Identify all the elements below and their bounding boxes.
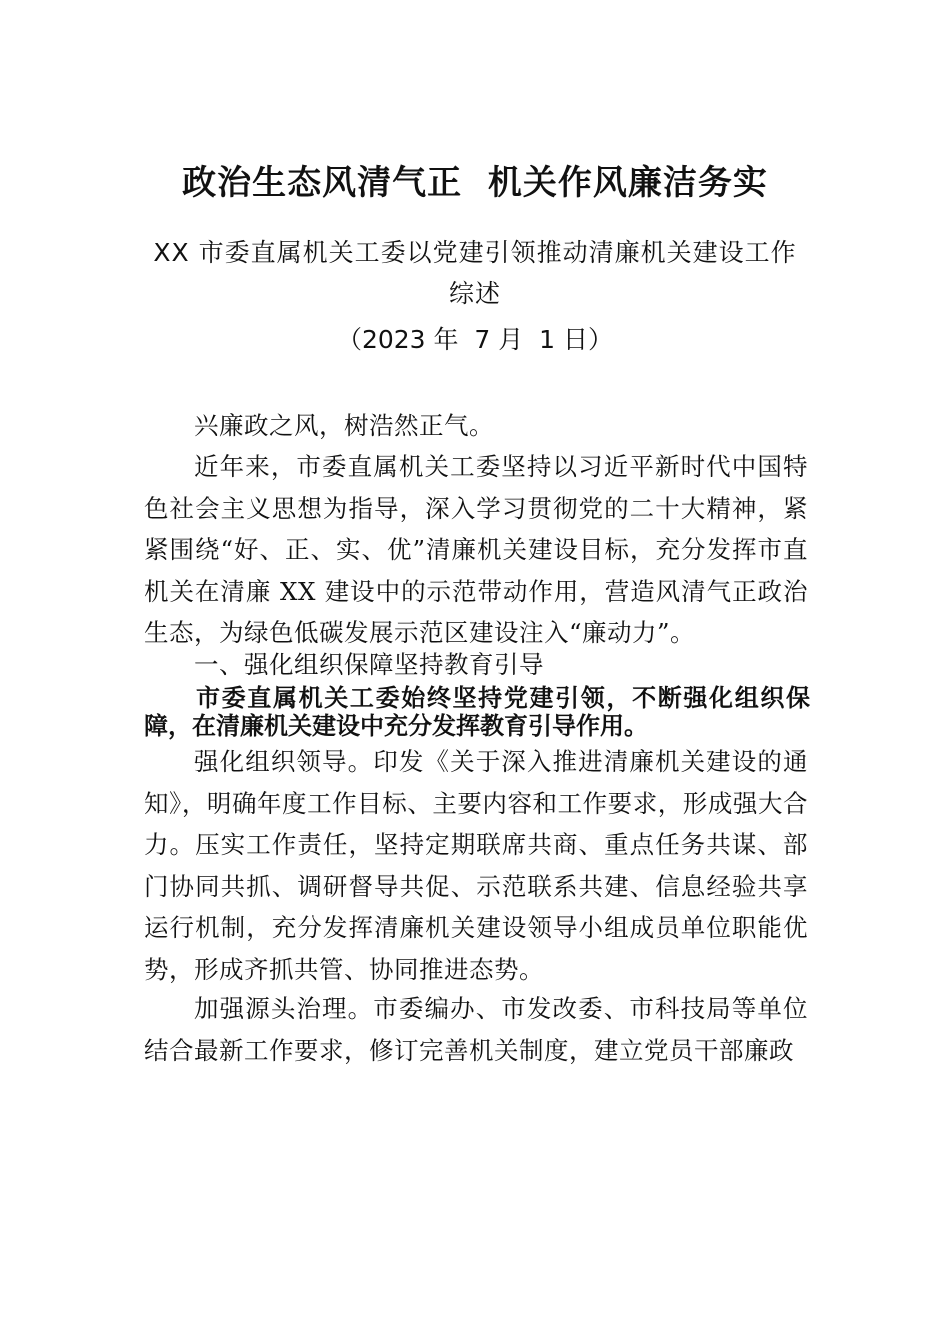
paragraph-source-governance: 加强源头治理。市委编办、市发改委、市科技局等单位结合最新工作要求，修订完善机关制度，建立党员干部廉政	[144, 994, 808, 1065]
document-subtitle: XX 市委直属机关工委以党建引领推动清廉机关建设工作综述	[153, 238, 797, 308]
section-1-bold-summary: 市委直属机关工委始终坚持党建引领，不断强化组织保障，在清廉机关建设中充分发挥教育引导作用。	[144, 684, 810, 740]
document-title: 政治生态风清气正 机关作风廉洁务实	[182, 163, 768, 203]
paragraph-intro: 近年来，市委直属机关工委坚持以习近平新时代中国特色社会主义思想为指导，深入学习贯彻党的二十大精神，紧紧围绕“好、正、实、优”清廉机关建设目标，充分发挥市直机关在清廉 XX 建设中的示范带动作用，营造风清气正政治生态，为绿色低碳发展示范区建设注入“廉动力”。	[144, 452, 808, 647]
section-heading-1: 一、强化组织保障坚持教育引导	[194, 650, 544, 679]
document-date: （2023 年 7 月 1 日）	[336, 325, 614, 354]
paragraph-org-leadership: 强化组织领导。印发《关于深入推进清廉机关建设的通知》，明确年度工作目标、主要内容和工作要求，形成强大合力。压实工作责任，坚持定期联席共商、重点任务共谋、部门协同共抓、调研督导共促、示范联系共建、信息经验共享运行机制，充分发挥清廉机关建设领导小组成员单位职能优势，形成齐抓共管、协同推进态势。	[144, 747, 808, 984]
paragraph-lead: 兴廉政之风，树浩然正气。	[194, 411, 494, 440]
